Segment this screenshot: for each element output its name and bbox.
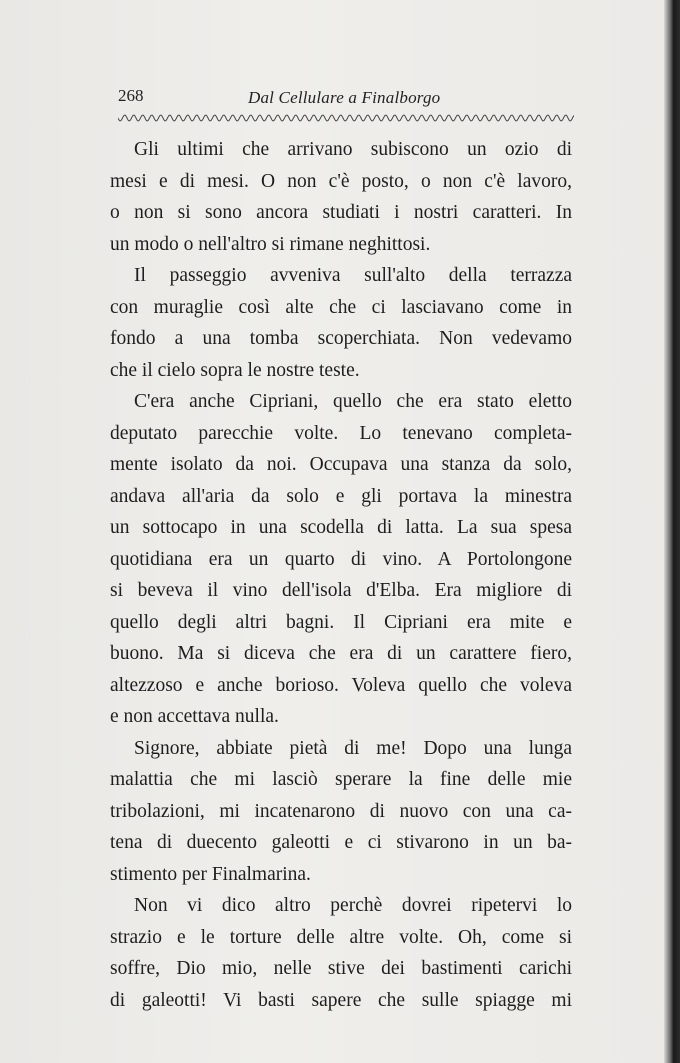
text-line: soffre, Dio mio, nelle stive dei bastimenti carichi: [110, 958, 572, 979]
text-line: un sottocapo in una scodella di latta. La sua spesa: [110, 517, 572, 538]
text-line: che il cielo sopra le nostre teste.: [110, 359, 360, 381]
text-line: andava all'aria da solo e gli portava la minestra: [110, 485, 572, 507]
page-header: [118, 84, 578, 112]
wavy-rule-ornament: [118, 112, 574, 124]
running-title: Dal Cellulare a Finalborgo: [248, 88, 441, 107]
text-line: Signore, abbiate pietà di me! Dopo una lunga: [134, 737, 572, 759]
text-line: fondo a una tomba scoperchiata. Non vedevamo: [110, 328, 572, 349]
body-text: [110, 134, 572, 1016]
text-line: si beveva il vino dell'isola d'Elba. Era migliore di: [110, 580, 572, 601]
text-line: tribolazioni, mi incatenarono di nuovo con una ca-: [110, 800, 572, 822]
text-line: un modo o nell'altro si rimane neghittosi.: [110, 233, 431, 255]
page-binding-edge: [664, 0, 680, 1063]
text-line: buono. Ma si diceva che era di un carattere fiero,: [110, 643, 572, 664]
text-line: quotidiana era un quarto di vino. A Portolongone: [110, 548, 572, 570]
text-line: mente isolato da noi. Occupava una stanza da solo,: [110, 454, 572, 475]
text-line: malattia che mi lasciò sperare la fine delle mie: [110, 769, 572, 790]
text-line: di galeotti! Vi basti sapere che sulle spiagge mi: [110, 989, 572, 1011]
text-line: Gli ultimi che arrivano subiscono un ozio di: [134, 139, 572, 160]
text-line: altezzoso e anche borioso. Voleva quello che voleva: [110, 674, 572, 696]
text-line: C'era anche Cipriani, quello che era stato eletto: [134, 391, 572, 412]
text-line: con muraglie così alte che ci lasciavano come in: [110, 296, 572, 318]
text-line: strazio e le torture delle altre volte. Oh, come si: [110, 926, 572, 948]
text-line: mesi e di mesi. O non c'è posto, o non c'è lavoro,: [110, 170, 572, 192]
text-line: Il passeggio avveniva sull'alto della terrazza: [134, 265, 572, 286]
text-line: tena di duecento galeotti e ci stivarono in un ba-: [110, 832, 572, 853]
text-line: stimento per Finalmarina.: [110, 863, 311, 885]
text-line: Non vi dico altro perchè dovrei ripetervi lo: [134, 895, 572, 916]
page-number: 268: [118, 86, 144, 105]
text-line: e non accettava nulla.: [110, 706, 279, 727]
text-line: quello degli altri bagni. Il Cipriani era mite e: [110, 611, 572, 633]
text-line: deputato parecchie volte. Lo tenevano completa-: [110, 422, 572, 444]
text-line: o non si sono ancora studiati i nostri caratteri. In: [110, 202, 572, 223]
